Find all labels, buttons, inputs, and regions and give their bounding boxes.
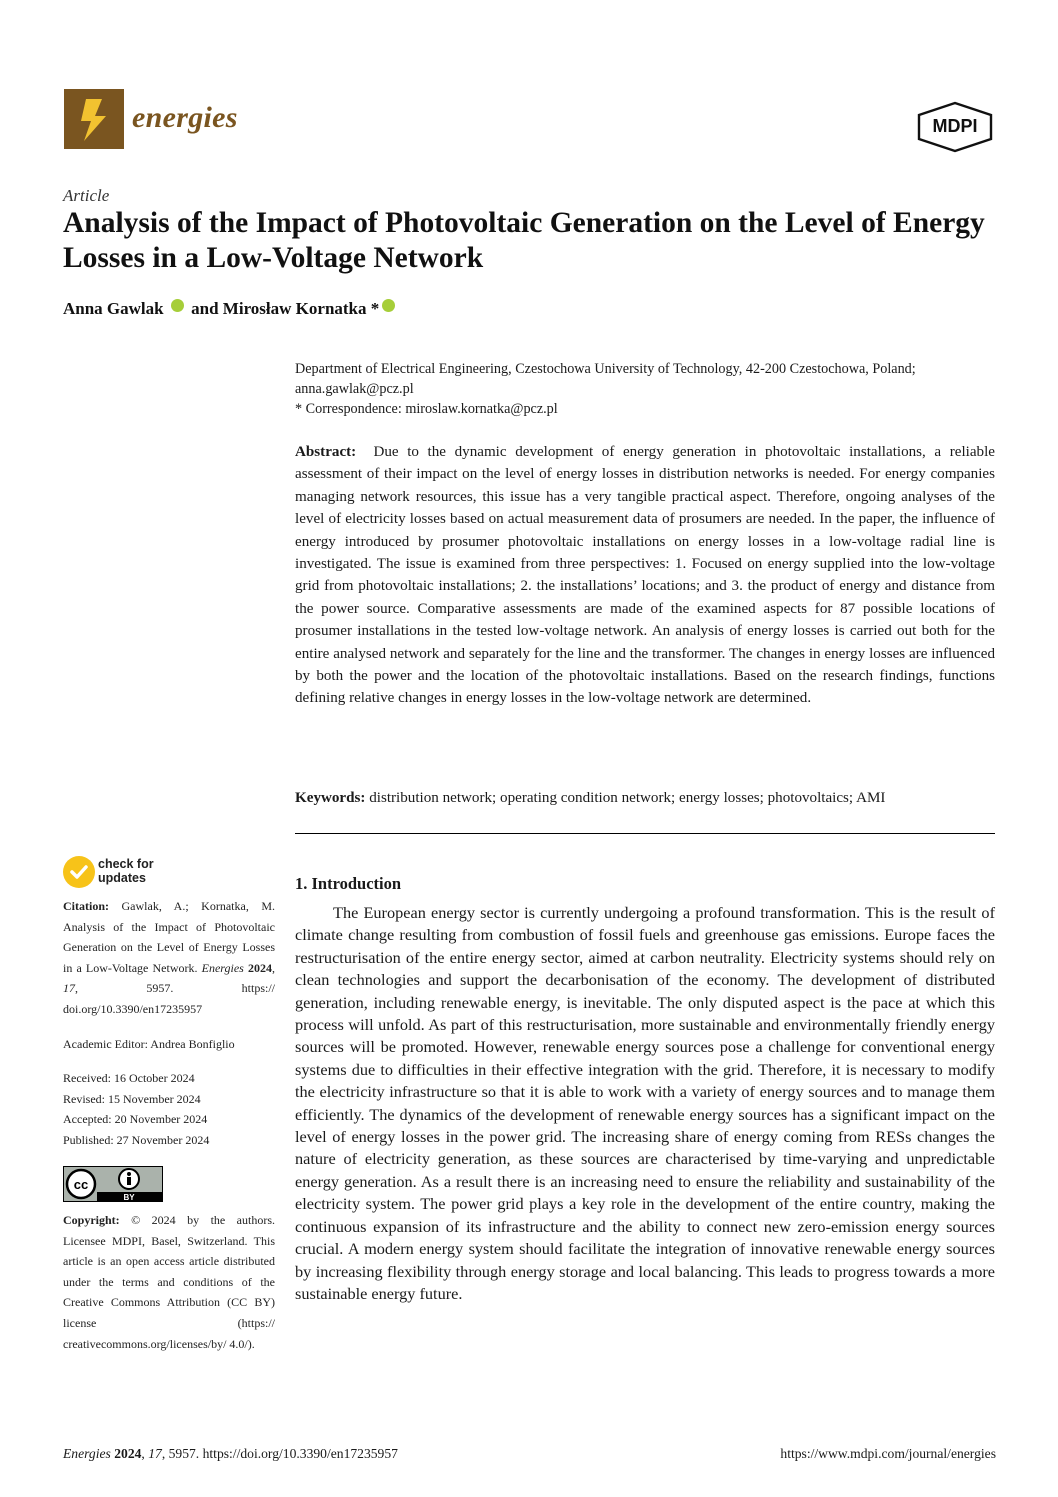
footer-year: 2024 <box>114 1446 142 1461</box>
citation-journal: Energies <box>201 960 244 975</box>
keywords <box>295 787 995 809</box>
divider <box>295 833 995 834</box>
published-date: Published: 27 November 2024 <box>63 1132 210 1147</box>
check-for-updates-button[interactable] <box>63 856 203 892</box>
correspondence: * Correspondence: miroslaw.kornatka@pcz.pl <box>295 401 558 417</box>
journal-url-link[interactable]: https://www.mdpi.com/journal/energies <box>780 1446 996 1461</box>
updates-label: updates <box>98 870 146 885</box>
lightning-icon <box>64 89 124 149</box>
citation: Citation: Gawlak, A.; Kornatka, M. Analysis of the Impact of Photovoltaic Generation on the Level of Energy Losses in a Low-Voltage Network. Energies 2024, 17, 5957. https:// doi.org/10.3390/en17235957 <box>63 899 276 1016</box>
abstract <box>295 441 995 710</box>
checkmark-icon <box>63 856 95 888</box>
accepted-date: Accepted: 20 November 2024 <box>63 1112 208 1127</box>
affiliations <box>295 359 995 419</box>
abstract-label: Abstract: <box>295 444 357 460</box>
copyright <box>63 1210 275 1354</box>
revised-date: Revised: 15 November 2024 <box>63 1091 201 1106</box>
copyright-label: Copyright: <box>63 1213 120 1227</box>
journal-name: energies <box>132 101 238 134</box>
affiliation-line: Department of Electrical Engineering, Czestochowa University of Technology, 42-200 Czestochowa, Poland; <box>295 361 916 377</box>
author-email[interactable]: anna.gawlak@pcz.pl <box>295 381 414 397</box>
citation-text: Gawlak, A.; Kornatka, M. Analysis of the Impact of Photovoltaic Generation on the Level of Energy Losses in a Low-Voltage Network. <box>63 899 276 975</box>
footer-citation: Energies 2024, 17, 5957. https://doi.org/10.3390/en17235957 <box>63 1446 398 1461</box>
keywords-label: Keywords: <box>295 790 366 806</box>
footer-volume: 17 <box>148 1446 162 1461</box>
mdpi-logo-text: MDPI <box>932 116 978 136</box>
footer-journal: Energies <box>63 1446 111 1461</box>
received-date: Received: 16 October 2024 <box>63 1071 195 1085</box>
footer-doi-link[interactable]: , 5957. https://doi.org/10.3390/en17235957 <box>161 1446 398 1461</box>
check-for-label: check for <box>98 857 154 871</box>
cc-by-license-badge[interactable] <box>63 1166 163 1202</box>
citation-year: 2024 <box>248 960 272 975</box>
author-line <box>63 299 398 319</box>
citation-doi-link[interactable]: , 5957. https:// doi.org/10.3390/en17235957 <box>63 981 275 1016</box>
cc-by-label: BY <box>123 1193 135 1202</box>
author-name[interactable]: Anna Gawlak <box>63 299 164 318</box>
author-name[interactable]: Mirosław Kornatka <box>222 299 367 318</box>
person-icon <box>127 1172 131 1176</box>
journal-logo <box>64 89 124 149</box>
corresponding-mark: * <box>370 299 380 318</box>
citation-label: Citation: <box>63 899 109 913</box>
abstract-text: Due to the dynamic development of energy generation in photovoltaic installations, a reliable assessment of their impact on the level of energy losses in distribution networks is needed. For energy companies managing network resources, this issue has a very tangible practical aspect. Therefore, ongoing analyses of the level of electricity losses based on actual measurement data of prosumers are needed. In the paper, the influence of energy introduced by prosumer photovoltaic installations on energy losses in a low-voltage radial line is investigated. The issue is examined from three perspectives: 1. Focused on energy supplied into the low-voltage grid from photovoltaic installations; 2. the installations’ locations; and 3. the product of energy and distance from the power source. Comparative assessments are made of the examined aspects for 87 possible locations of prosumer installations in the tested low-voltage network. An analysis of energy losses is carried out both for the entire analysed network and separately for the line and the transformer. The changes in energy losses are influenced by both the power and the location of the photovoltaic installations. Based on the research findings, functions defining relative changes in energy losses in the low-voltage network are determined. <box>295 444 995 707</box>
orcid-icon[interactable] <box>382 299 395 312</box>
cc-mark: cc <box>73 1177 89 1192</box>
mdpi-logo[interactable] <box>915 101 995 153</box>
academic-editor: Academic Editor: Andrea Bonfiglio <box>63 1037 235 1051</box>
section-heading: 1. Introduction <box>295 874 402 893</box>
keywords-text: distribution network; operating condition network; energy losses; photovoltaics; AMI <box>369 790 886 806</box>
publication-dates <box>63 1068 275 1150</box>
article-type: Article <box>63 186 110 205</box>
author-conjunction: and <box>191 299 219 318</box>
article-title: Analysis of the Impact of Photovoltaic Generation on the Level of Energy Losses in a Low-Voltage Network <box>63 207 985 274</box>
orcid-icon[interactable] <box>171 299 184 312</box>
citation-volume: 17 <box>63 981 75 996</box>
copyright-text: © 2024 by the authors. Licensee MDPI, Basel, Switzerland. This article is an open access article distributed under the terms and conditions of the Creative Commons Attribution (CC BY) license (https:// creativecommons.org/licenses/by/ 4.0/). <box>63 1213 276 1351</box>
body-paragraph: The European energy sector is currently undergoing a profound transformation. This is the result of climate change resulting from combustion of fossil fuels and greenhouse gas emissions. Europe faces the restructurisation of the entire energy sector, aimed at carbon neutrality. Electricity systems should rely on clean technologies and support the decarbonisation of the economy. The development of distributed generation, including renewable energy, is inevitable. The only disputed aspect is the pace at which this process will unfold. As part of this restructurisation, more sustainable and environmentally friendly energy sources will be promoted. However, renewable energy sources pose a challenge for conventional energy systems due to difficulties in their effective integration with the grid. Therefore, it is necessary to modify the electricity infrastructure so that it is able to work with a variety of energy sources and to manage them efficiently. The dynamics of the development of renewable energy sources has a significant impact on the level of energy losses in the power grid. The increasing share of energy coming from RESs changes the nature of electricity generation, as these sources are characterised by time-varying and unpredictable energy generation. As a result there is an increasing need to ensure the reliability and sustainability of the electricity system. The power grid plays a key role in the development of the entire country, making the continuous expansion of its infrastructure and the ability to connect new zero-emission energy sources crucial. A modern energy system should facilitate the integration of innovative renewable energy sources by increasing flexibility through energy storage and local balancing. This leads to progress towards a more sustainable energy future. <box>295 903 995 1303</box>
